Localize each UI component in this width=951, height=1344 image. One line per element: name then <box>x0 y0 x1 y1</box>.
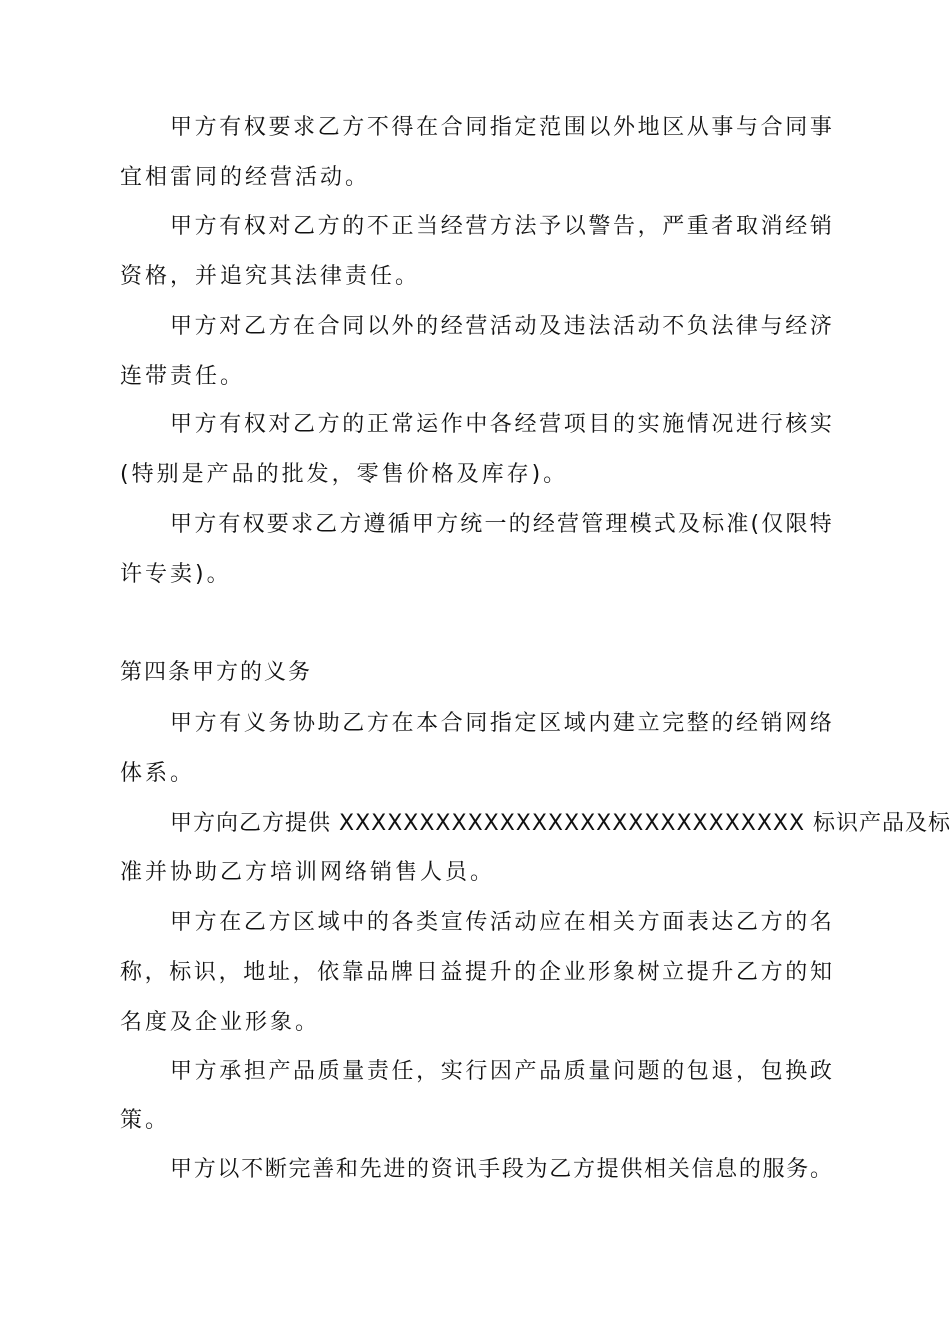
paragraph-line: 连带责任。 <box>120 364 246 389</box>
paragraph-line: 准并协助乙方培训网络销售人员。 <box>120 860 496 885</box>
paragraph-line: 资格，并追究其法律责任。 <box>120 264 421 289</box>
paragraph-line: 甲 方 在 乙 方 区 域 中 的 各 类 宣 传 活 动 应 在 相 关 方 面 表 达 乙 方 的 名 <box>170 910 832 935</box>
paragraph-line: 甲 方 以 不 断 完 善 和 先 进 的 资 讯 手 段 为 乙 方 提 供 相 关 信 息 的 服 务 。 <box>170 1157 832 1182</box>
paragraph-line: 宜相雷同的经营活动。 <box>120 165 371 190</box>
paragraph-line: 甲 方 有 义 务 协 助 乙 方 在 本 合 同 指 定 区 域 内 建 立 完 整 的 经 销 网 络 <box>170 711 832 736</box>
paragraph-line: (特别是产品的批发，零售价格及库存)。 <box>120 462 569 487</box>
paragraph-line: 甲 方 有 权 要 求 乙 方 遵 循 甲 方 统 一 的 经 营 管 理 模 式 及 标 准 ( 仅 限 特 <box>170 512 832 537</box>
paragraph-line: 许专卖)。 <box>120 562 232 587</box>
paragraph-line: 甲 方 有 权 对 乙 方 的 不 正 当 经 营 方 法 予 以 警 告 ， 严 重 者 取 消 经 销 <box>170 214 832 239</box>
paragraph-line: 甲 方 对 乙 方 在 合 同 以 外 的 经 营 活 动 及 违 法 活 动 不 负 法 律 与 经 济 <box>170 314 832 339</box>
paragraph-line: 称 ， 标 识 ， 地 址 ， 依 靠 品 牌 日 益 提 升 的 企 业 形 象 树 立 提 升 乙 方 的 知 <box>120 960 832 985</box>
paragraph-line: 名度及企业形象。 <box>120 1010 321 1035</box>
paragraph-line: 甲 方 有 权 要 求 乙 方 不 得 在 合 同 指 定 范 围 以 外 地 区 从 事 与 合 同 事 <box>170 115 832 140</box>
paragraph-line: 甲 方 有 权 对 乙 方 的 正 常 运 作 中 各 经 营 项 目 的 实 施 情 况 进 行 核 实 <box>170 412 832 437</box>
paragraph-line: 策。 <box>120 1108 171 1133</box>
section-heading: 第四条甲方的义务 <box>120 660 313 685</box>
paragraph-line: 体系。 <box>120 761 196 786</box>
paragraph-line: 甲 方 承 担 产 品 质 量 责 任 ， 实 行 因 产 品 质 量 问 题 的 包 退 ， 包 换 政 <box>170 1059 832 1084</box>
paragraph-line: 甲方向乙方提供 XXXXXXXXXXXXXXXXXXXXXXXXXXXXX 标识产品及标 <box>170 811 951 836</box>
